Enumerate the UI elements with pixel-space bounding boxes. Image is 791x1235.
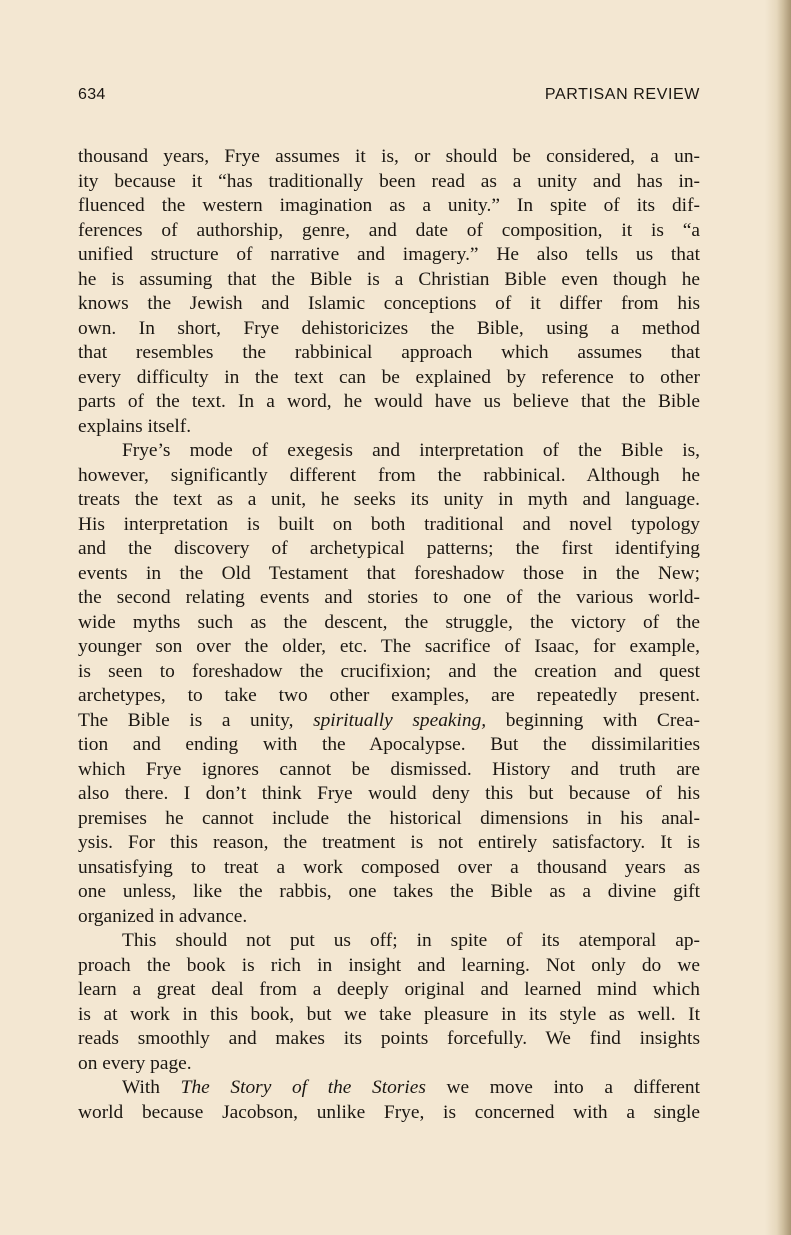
text-line: reads smoothly and makes its points forcefully. We find insights bbox=[78, 1028, 700, 1049]
text-line: on every page. bbox=[78, 1052, 192, 1074]
text-line: ysis. For this reason, the treatment is not entirely satisfactory. It is bbox=[78, 832, 700, 853]
text-line: learn a great deal from a deeply original and learned mind which bbox=[78, 979, 700, 1000]
text-line: world because Jacobson, unlike Frye, is concerned with a single bbox=[78, 1101, 700, 1123]
text-line bbox=[78, 709, 700, 734]
text-line: unsatisfying to treat a work composed over a thousand years as bbox=[78, 856, 700, 878]
text-line bbox=[78, 1076, 700, 1101]
text-line: archetypes, to take two other examples, are repeatedly present. bbox=[78, 685, 700, 706]
text-line: explains itself. bbox=[78, 415, 192, 437]
text-line: organized in advance. bbox=[78, 905, 248, 927]
text-line: which Frye ignores cannot be dismissed. History and truth are bbox=[78, 758, 700, 780]
text-line: events in the Old Testament that foreshadow those in the New; bbox=[78, 562, 700, 584]
text-line: tion and ending with the Apocalypse. But the dissimilarities bbox=[78, 734, 700, 755]
text-line: and the discovery of archetypical patterns; the first identifying bbox=[78, 538, 700, 559]
text-line: premises he cannot include the historical dimensions in his anal- bbox=[78, 807, 700, 829]
text-line: is at work in this book, but we take pleasure in its style as well. It bbox=[78, 1003, 700, 1025]
text-line: parts of the text. In a word, he would have us believe that the Bible bbox=[78, 391, 700, 412]
text-line: however, significantly different from the rabbinical. Although he bbox=[78, 464, 700, 486]
text-line: thousand years, Frye assumes it is, or should be considered, a un- bbox=[78, 146, 700, 167]
text-line: knows the Jewish and Islamic conceptions of it differ from his bbox=[78, 293, 700, 314]
text-line: proach the book is rich in insight and learning. Not only do we bbox=[78, 954, 700, 976]
text-line: younger son over the older, etc. The sacrifice of Isaac, for example, bbox=[78, 636, 700, 657]
text-line: treats the text as a unit, he seeks its unity in myth and language. bbox=[78, 489, 700, 510]
text-line: also there. I don’t think Frye would deny this but because of his bbox=[78, 783, 700, 804]
text-line: ferences of authorship, genre, and date of composition, it is “a bbox=[78, 219, 700, 241]
text-line: the second relating events and stories to one of the various world- bbox=[78, 587, 700, 608]
text-line: one unless, like the rabbis, one takes the Bible as a divine gift bbox=[78, 881, 700, 902]
body-text bbox=[78, 145, 700, 1125]
text-line: unified structure of narrative and imagery.” He also tells us that bbox=[78, 244, 700, 265]
text-line: Frye’s mode of exegesis and interpretation of the Bible is, bbox=[122, 440, 700, 461]
text-line: fluenced the western imagination as a unity.” In spite of its dif- bbox=[78, 195, 700, 216]
text-line: wide myths such as the descent, the struggle, the victory of the bbox=[78, 611, 700, 633]
page-number: 634 bbox=[78, 86, 106, 103]
text-line: This should not put us off; in spite of its atemporal ap- bbox=[122, 930, 700, 951]
emphasis-text: spiritually speaking, bbox=[313, 709, 487, 731]
running-head: PARTISAN REVIEW bbox=[544, 86, 700, 103]
text-line: every difficulty in the text can be explained by reference to other bbox=[78, 366, 700, 388]
text-line: is seen to foreshadow the crucifixion; and the creation and quest bbox=[78, 660, 700, 682]
text-line: he is assuming that the Bible is a Christian Bible even though he bbox=[78, 268, 700, 290]
page-gutter-shadow bbox=[765, 0, 791, 1235]
text-fragment: The Bible is a unity, bbox=[78, 709, 294, 731]
text-line: His interpretation is built on both traditional and novel typology bbox=[78, 513, 700, 535]
text-line: ity because it “has traditionally been read as a unity and has in- bbox=[78, 170, 700, 192]
text-fragment: With bbox=[122, 1077, 160, 1098]
text-fragment: we move into a different bbox=[446, 1077, 700, 1098]
page-header bbox=[78, 86, 700, 108]
text-line: own. In short, Frye dehistoricizes the Bible, using a method bbox=[78, 317, 700, 339]
text-fragment: beginning with Crea- bbox=[505, 709, 700, 731]
book-title: The Story of the Stories bbox=[180, 1077, 426, 1098]
text-line: that resembles the rabbinical approach which assumes that bbox=[78, 342, 700, 363]
